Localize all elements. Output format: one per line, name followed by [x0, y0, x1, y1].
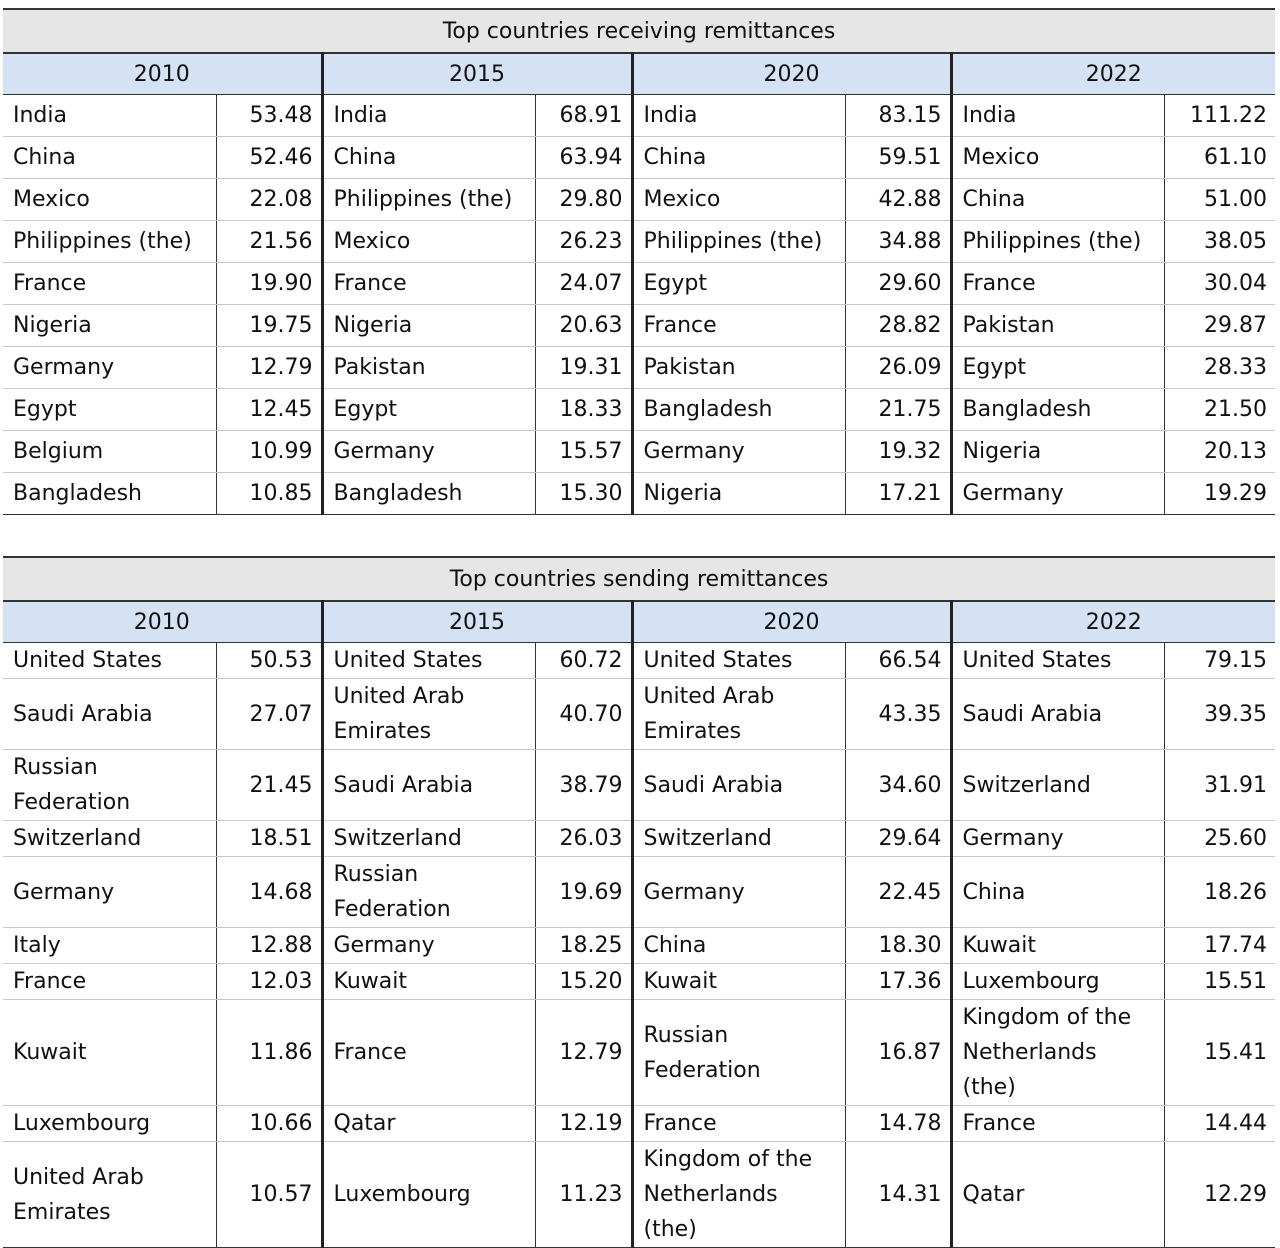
value-cell: 14.78	[845, 1106, 951, 1142]
value-cell: 68.91	[535, 95, 632, 137]
value-cell: 10.85	[216, 473, 322, 515]
value-cell: 15.30	[535, 473, 632, 515]
country-cell: Philippines (the)	[951, 221, 1164, 263]
value-cell: 22.45	[845, 857, 951, 928]
value-cell: 61.10	[1164, 137, 1275, 179]
value-cell: 19.75	[216, 305, 322, 347]
table-row	[3, 263, 1275, 305]
year-header: 2020	[632, 601, 951, 643]
country-cell: United Arab Emirates	[322, 679, 535, 750]
country-cell: Pakistan	[322, 347, 535, 389]
country-cell: Qatar	[322, 1106, 535, 1142]
value-cell: 10.57	[216, 1142, 322, 1248]
country-cell: China	[3, 137, 216, 179]
table-row	[3, 857, 1275, 928]
country-cell: India	[632, 95, 845, 137]
value-cell: 29.87	[1164, 305, 1275, 347]
value-cell: 21.75	[845, 389, 951, 431]
country-cell: France	[632, 305, 845, 347]
country-cell: Belgium	[3, 431, 216, 473]
country-cell: Luxembourg	[3, 1106, 216, 1142]
country-cell: France	[951, 1106, 1164, 1142]
value-cell: 12.79	[216, 347, 322, 389]
country-cell: Egypt	[951, 347, 1164, 389]
value-cell: 24.07	[535, 263, 632, 305]
value-cell: 11.23	[535, 1142, 632, 1248]
table-row	[3, 964, 1275, 1000]
value-cell: 29.80	[535, 179, 632, 221]
country-cell: France	[632, 1106, 845, 1142]
value-cell: 26.03	[535, 821, 632, 857]
country-cell: Kuwait	[322, 964, 535, 1000]
country-cell: Saudi Arabia	[322, 750, 535, 821]
value-cell: 15.41	[1164, 1000, 1275, 1106]
value-cell: 18.26	[1164, 857, 1275, 928]
country-cell: United States	[632, 643, 845, 679]
country-cell: United States	[951, 643, 1164, 679]
year-header: 2022	[951, 601, 1275, 643]
value-cell: 66.54	[845, 643, 951, 679]
table-row	[3, 1106, 1275, 1142]
value-cell: 43.35	[845, 679, 951, 750]
country-cell: United Arab Emirates	[3, 1142, 216, 1248]
value-cell: 14.68	[216, 857, 322, 928]
value-cell: 52.46	[216, 137, 322, 179]
table-row	[3, 347, 1275, 389]
country-cell: Luxembourg	[951, 964, 1164, 1000]
country-cell: Kuwait	[632, 964, 845, 1000]
country-cell: Philippines (the)	[3, 221, 216, 263]
year-header: 2015	[322, 601, 632, 643]
value-cell: 12.29	[1164, 1142, 1275, 1248]
value-cell: 15.57	[535, 431, 632, 473]
value-cell: 34.88	[845, 221, 951, 263]
value-cell: 17.36	[845, 964, 951, 1000]
value-cell: 15.20	[535, 964, 632, 1000]
value-cell: 18.30	[845, 928, 951, 964]
table-row	[3, 431, 1275, 473]
value-cell: 19.31	[535, 347, 632, 389]
country-cell: Saudi Arabia	[632, 750, 845, 821]
country-cell: Bangladesh	[3, 473, 216, 515]
sending-table	[3, 556, 1275, 1248]
value-cell: 10.99	[216, 431, 322, 473]
country-cell: Mexico	[322, 221, 535, 263]
value-cell: 18.33	[535, 389, 632, 431]
value-cell: 53.48	[216, 95, 322, 137]
country-cell: China	[951, 857, 1164, 928]
value-cell: 20.63	[535, 305, 632, 347]
country-cell: China	[632, 928, 845, 964]
country-cell: Bangladesh	[951, 389, 1164, 431]
country-cell: Nigeria	[951, 431, 1164, 473]
country-cell: Saudi Arabia	[951, 679, 1164, 750]
receiving-table-title: Top countries receiving remittances	[3, 9, 1275, 53]
value-cell: 38.79	[535, 750, 632, 821]
receiving-table	[3, 8, 1275, 515]
country-cell: Germany	[951, 473, 1164, 515]
country-cell: Germany	[3, 347, 216, 389]
country-cell: France	[3, 964, 216, 1000]
value-cell: 18.25	[535, 928, 632, 964]
country-cell: Nigeria	[322, 305, 535, 347]
value-cell: 39.35	[1164, 679, 1275, 750]
country-cell: Egypt	[3, 389, 216, 431]
value-cell: 10.66	[216, 1106, 322, 1142]
sending-year-header-row	[3, 601, 1275, 643]
country-cell: Switzerland	[951, 750, 1164, 821]
value-cell: 22.08	[216, 179, 322, 221]
country-cell: Germany	[951, 821, 1164, 857]
value-cell: 30.04	[1164, 263, 1275, 305]
year-header: 2010	[3, 53, 322, 95]
country-cell: France	[322, 1000, 535, 1106]
country-cell: Switzerland	[632, 821, 845, 857]
value-cell: 12.03	[216, 964, 322, 1000]
country-cell: Philippines (the)	[632, 221, 845, 263]
country-cell: Germany	[322, 928, 535, 964]
value-cell: 79.15	[1164, 643, 1275, 679]
value-cell: 40.70	[535, 679, 632, 750]
table-row	[3, 473, 1275, 515]
value-cell: 15.51	[1164, 964, 1275, 1000]
country-cell: Mexico	[951, 137, 1164, 179]
country-cell: Bangladesh	[632, 389, 845, 431]
country-cell: Bangladesh	[322, 473, 535, 515]
country-cell: China	[951, 179, 1164, 221]
table-row	[3, 137, 1275, 179]
country-cell: India	[322, 95, 535, 137]
country-cell: Qatar	[951, 1142, 1164, 1248]
value-cell: 50.53	[216, 643, 322, 679]
receiving-year-header-row	[3, 53, 1275, 95]
table-row	[3, 305, 1275, 347]
value-cell: 16.87	[845, 1000, 951, 1106]
country-cell: Nigeria	[632, 473, 845, 515]
country-cell: Pakistan	[951, 305, 1164, 347]
country-cell: China	[632, 137, 845, 179]
country-cell: Germany	[632, 431, 845, 473]
value-cell: 59.51	[845, 137, 951, 179]
year-header: 2015	[322, 53, 632, 95]
country-cell: Germany	[322, 431, 535, 473]
country-cell: Egypt	[322, 389, 535, 431]
country-cell: China	[322, 137, 535, 179]
value-cell: 12.45	[216, 389, 322, 431]
value-cell: 14.44	[1164, 1106, 1275, 1142]
country-cell: Germany	[3, 857, 216, 928]
value-cell: 60.72	[535, 643, 632, 679]
table-row	[3, 750, 1275, 821]
value-cell: 18.51	[216, 821, 322, 857]
value-cell: 26.09	[845, 347, 951, 389]
sending-table-body	[3, 643, 1275, 1248]
country-cell: Nigeria	[3, 305, 216, 347]
country-cell: Kingdom of the Netherlands (the)	[951, 1000, 1164, 1106]
value-cell: 38.05	[1164, 221, 1275, 263]
value-cell: 63.94	[535, 137, 632, 179]
value-cell: 12.88	[216, 928, 322, 964]
country-cell: Russian Federation	[322, 857, 535, 928]
country-cell: Philippines (the)	[322, 179, 535, 221]
country-cell: Russian Federation	[3, 750, 216, 821]
year-header: 2010	[3, 601, 322, 643]
value-cell: 83.15	[845, 95, 951, 137]
value-cell: 31.91	[1164, 750, 1275, 821]
table-row	[3, 1142, 1275, 1248]
country-cell: France	[3, 263, 216, 305]
value-cell: 21.56	[216, 221, 322, 263]
value-cell: 12.19	[535, 1106, 632, 1142]
value-cell: 21.50	[1164, 389, 1275, 431]
table-row	[3, 95, 1275, 137]
value-cell: 17.21	[845, 473, 951, 515]
country-cell: United States	[3, 643, 216, 679]
table-row	[3, 221, 1275, 263]
value-cell: 19.90	[216, 263, 322, 305]
country-cell: Germany	[632, 857, 845, 928]
table-row	[3, 179, 1275, 221]
value-cell: 17.74	[1164, 928, 1275, 964]
country-cell: Kuwait	[951, 928, 1164, 964]
value-cell: 19.29	[1164, 473, 1275, 515]
receiving-table-body	[3, 95, 1275, 515]
country-cell: Russian Federation	[632, 1000, 845, 1106]
country-cell: Pakistan	[632, 347, 845, 389]
sending-table-title: Top countries sending remittances	[3, 557, 1275, 601]
value-cell: 19.69	[535, 857, 632, 928]
year-header: 2022	[951, 53, 1275, 95]
value-cell: 27.07	[216, 679, 322, 750]
country-cell: France	[951, 263, 1164, 305]
country-cell: France	[322, 263, 535, 305]
value-cell: 26.23	[535, 221, 632, 263]
value-cell: 14.31	[845, 1142, 951, 1248]
value-cell: 11.86	[216, 1000, 322, 1106]
country-cell: United States	[322, 643, 535, 679]
country-cell: India	[951, 95, 1164, 137]
value-cell: 42.88	[845, 179, 951, 221]
table-row	[3, 928, 1275, 964]
table-row	[3, 1000, 1275, 1106]
country-cell: Kingdom of the Netherlands (the)	[632, 1142, 845, 1248]
value-cell: 21.45	[216, 750, 322, 821]
value-cell: 19.32	[845, 431, 951, 473]
value-cell: 25.60	[1164, 821, 1275, 857]
value-cell: 28.82	[845, 305, 951, 347]
country-cell: Saudi Arabia	[3, 679, 216, 750]
table-row	[3, 679, 1275, 750]
value-cell: 28.33	[1164, 347, 1275, 389]
country-cell: Luxembourg	[322, 1142, 535, 1248]
country-cell: Kuwait	[3, 1000, 216, 1106]
value-cell: 34.60	[845, 750, 951, 821]
country-cell: Switzerland	[322, 821, 535, 857]
table-row	[3, 389, 1275, 431]
country-cell: Egypt	[632, 263, 845, 305]
country-cell: Mexico	[632, 179, 845, 221]
country-cell: Mexico	[3, 179, 216, 221]
value-cell: 29.64	[845, 821, 951, 857]
value-cell: 111.22	[1164, 95, 1275, 137]
year-header: 2020	[632, 53, 951, 95]
country-cell: United Arab Emirates	[632, 679, 845, 750]
table-row	[3, 821, 1275, 857]
value-cell: 20.13	[1164, 431, 1275, 473]
country-cell: Switzerland	[3, 821, 216, 857]
country-cell: India	[3, 95, 216, 137]
value-cell: 12.79	[535, 1000, 632, 1106]
value-cell: 29.60	[845, 263, 951, 305]
value-cell: 51.00	[1164, 179, 1275, 221]
country-cell: Italy	[3, 928, 216, 964]
table-row	[3, 643, 1275, 679]
